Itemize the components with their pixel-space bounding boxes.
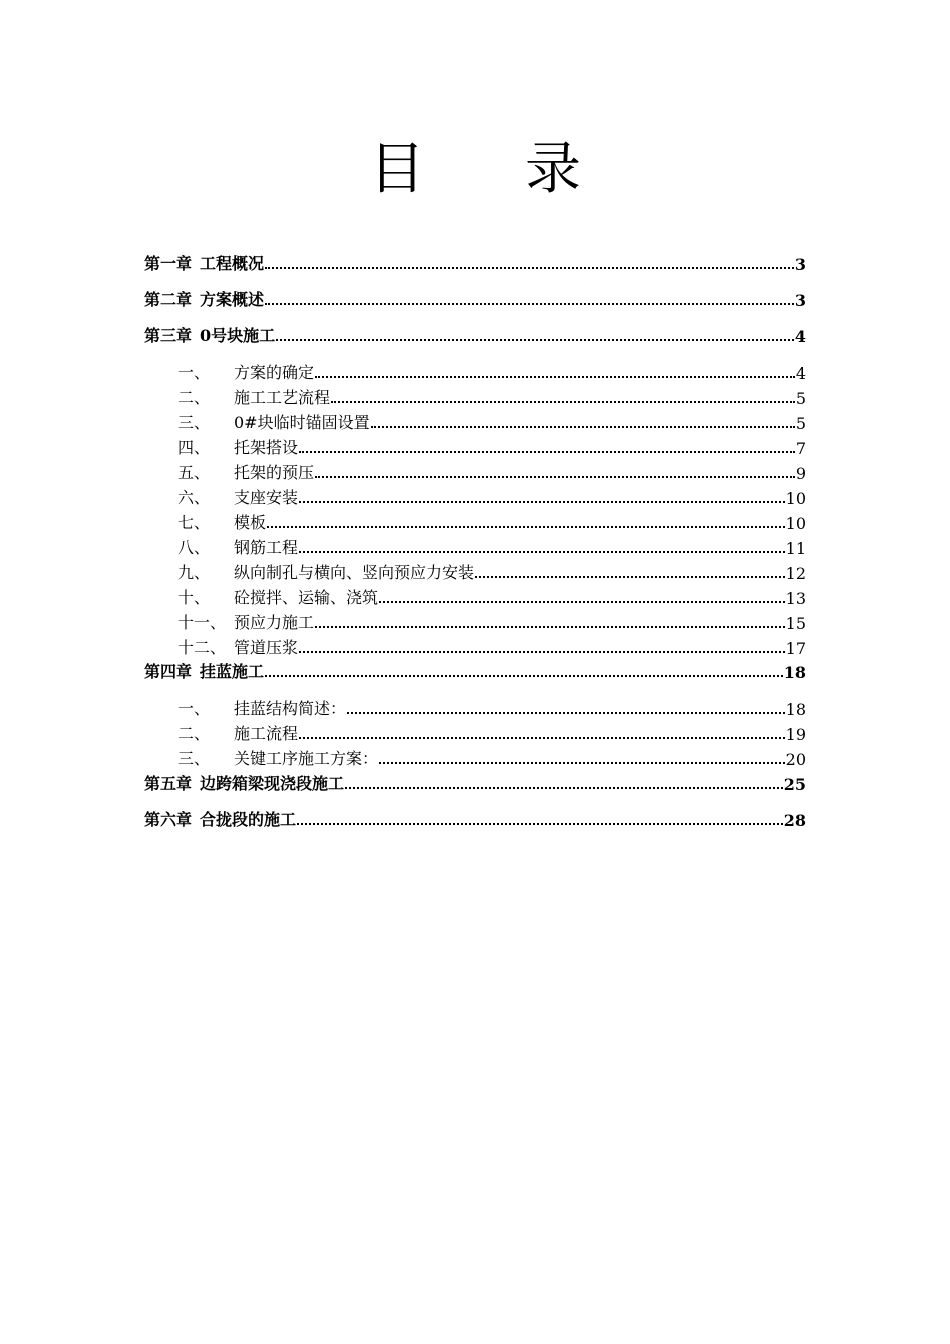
toc-entry-label: 托架的预压 [234, 463, 315, 482]
toc-leader-dots [315, 375, 795, 378]
toc-leader-dots [297, 822, 783, 825]
toc-leader-dots [265, 674, 783, 677]
toc-leader-dots [345, 786, 783, 789]
toc-entry-page: 12 [785, 564, 806, 583]
toc-entry-label: 托架搭设 [234, 438, 299, 457]
toc-leader-dots [315, 475, 795, 478]
toc-leader-dots [276, 338, 794, 341]
toc-entry[interactable] [144, 808, 806, 830]
toc-entry-number: 二、 [178, 724, 211, 743]
toc-entry-label: 支座安装 [234, 488, 299, 507]
toc-leader-dots [475, 575, 785, 578]
toc-entry[interactable] [144, 772, 806, 794]
toc-entry-label: 施工工艺流程 [234, 388, 331, 407]
toc-entry-page: 3 [794, 291, 806, 310]
toc-entry[interactable] [144, 722, 806, 744]
toc-leader-dots [371, 425, 795, 428]
toc-entry-label: 0号块施工 [200, 326, 276, 345]
toc-entry-label: 钢筋工程 [234, 538, 299, 557]
toc-entry-page: 25 [783, 775, 806, 794]
toc-leader-dots [331, 400, 795, 403]
toc-entry-page: 17 [785, 639, 806, 658]
toc-entry[interactable] [144, 461, 806, 483]
toc-entry[interactable] [144, 252, 806, 274]
toc-entry-number: 第二章 [144, 290, 193, 309]
toc-entry-number: 三、 [178, 749, 211, 768]
toc-entry-number: 第一章 [144, 254, 193, 273]
toc-entry-number: 七、 [178, 513, 211, 532]
toc-entry-number: 第六章 [144, 810, 193, 829]
toc-entry-page: 7 [795, 439, 806, 458]
toc-title [0, 130, 950, 210]
toc-entry[interactable] [144, 411, 806, 433]
toc-entry-number: 五、 [178, 463, 211, 482]
toc-entry-label: 挂蓝结构简述： [234, 699, 347, 718]
toc-entry[interactable] [144, 561, 806, 583]
toc-title-char-1: 目 [369, 137, 425, 202]
toc-entry-page: 4 [795, 364, 806, 383]
toc-entry-number: 十二、 [178, 638, 227, 657]
toc-entry[interactable] [144, 324, 806, 346]
toc-entry[interactable] [144, 536, 806, 558]
toc-entry-page: 11 [785, 539, 806, 558]
toc-leader-dots [299, 650, 785, 653]
toc-entry[interactable] [144, 611, 806, 633]
toc-leader-dots [265, 302, 794, 305]
toc-entry-page: 13 [785, 589, 806, 608]
toc-entry-label: 管道压浆 [234, 638, 299, 657]
toc-entry-page: 3 [794, 255, 806, 274]
toc-entry[interactable] [144, 486, 806, 508]
toc-entry-number: 九、 [178, 563, 211, 582]
toc-entry[interactable] [144, 586, 806, 608]
toc-entry-page: 5 [795, 389, 806, 408]
toc-entry-label: 模板 [234, 513, 267, 532]
toc-leader-dots [299, 500, 785, 503]
toc-entry-number: 六、 [178, 488, 211, 507]
toc-entry-label: 工程概况 [200, 254, 265, 273]
toc-entry-number: 第四章 [144, 662, 193, 681]
toc-entry-number: 八、 [178, 538, 211, 557]
toc-entry-page: 20 [785, 750, 806, 769]
toc-entry-label: 边跨箱梁现浇段施工 [200, 774, 345, 793]
toc-entry-label: 合拢段的施工 [200, 810, 297, 829]
toc-leader-dots [347, 711, 785, 714]
toc-entry-page: 5 [795, 414, 806, 433]
toc-entry-label: 关键工序施工方案： [234, 749, 379, 768]
toc-entry-number: 四、 [178, 438, 211, 457]
toc-entry-number: 一、 [178, 699, 211, 718]
toc-entry[interactable] [144, 436, 806, 458]
toc-entry[interactable] [144, 511, 806, 533]
toc-entry-label: 方案概述 [200, 290, 265, 309]
toc-entry[interactable] [144, 747, 806, 769]
toc-entry-label: 挂蓝施工 [200, 662, 265, 681]
toc-leader-dots [299, 736, 785, 739]
toc-entry[interactable] [144, 636, 806, 658]
toc-entry[interactable] [144, 660, 806, 682]
toc-entry-page: 4 [794, 327, 806, 346]
toc-entry-number: 二、 [178, 388, 211, 407]
toc-leader-dots [299, 550, 785, 553]
toc-entry-label: 砼搅拌、运输、浇筑 [234, 588, 379, 607]
toc-entry-label: 预应力施工 [234, 613, 315, 632]
toc-leader-dots [379, 600, 785, 603]
toc-entry-page: 15 [785, 614, 806, 633]
toc-entry-number: 十、 [178, 588, 211, 607]
toc-entry-page: 18 [785, 700, 806, 719]
toc-entry-page: 28 [783, 811, 806, 830]
toc-entry-page: 18 [783, 663, 806, 682]
toc-title-char-2: 录 [525, 137, 581, 202]
toc-entry-page: 9 [795, 464, 806, 483]
toc-entry-number: 三、 [178, 413, 211, 432]
toc-entry-number: 一、 [178, 363, 211, 382]
toc-entry[interactable] [144, 697, 806, 719]
toc-entry-number: 第五章 [144, 774, 193, 793]
toc-entry-label: 纵向制孔与横向、竖向预应力安装 [234, 563, 475, 582]
toc-leader-dots [265, 266, 794, 269]
toc-entry-page: 10 [785, 489, 806, 508]
toc-entry-page: 10 [785, 514, 806, 533]
toc-entry-number: 第三章 [144, 326, 193, 345]
toc-leader-dots [379, 761, 785, 764]
toc-entry[interactable] [144, 386, 806, 408]
toc-leader-dots [315, 625, 785, 628]
toc-entry-label: 方案的确定 [234, 363, 315, 382]
toc-leader-dots [267, 525, 785, 528]
toc-entry-label: 0#块临时锚固设置 [234, 413, 370, 432]
toc-entry-number: 十一、 [178, 613, 227, 632]
toc-leader-dots [299, 450, 795, 453]
toc-entry[interactable] [144, 361, 806, 383]
toc-entry-label: 施工流程 [234, 724, 299, 743]
toc-entry-page: 19 [785, 725, 806, 744]
toc-entry[interactable] [144, 288, 806, 310]
